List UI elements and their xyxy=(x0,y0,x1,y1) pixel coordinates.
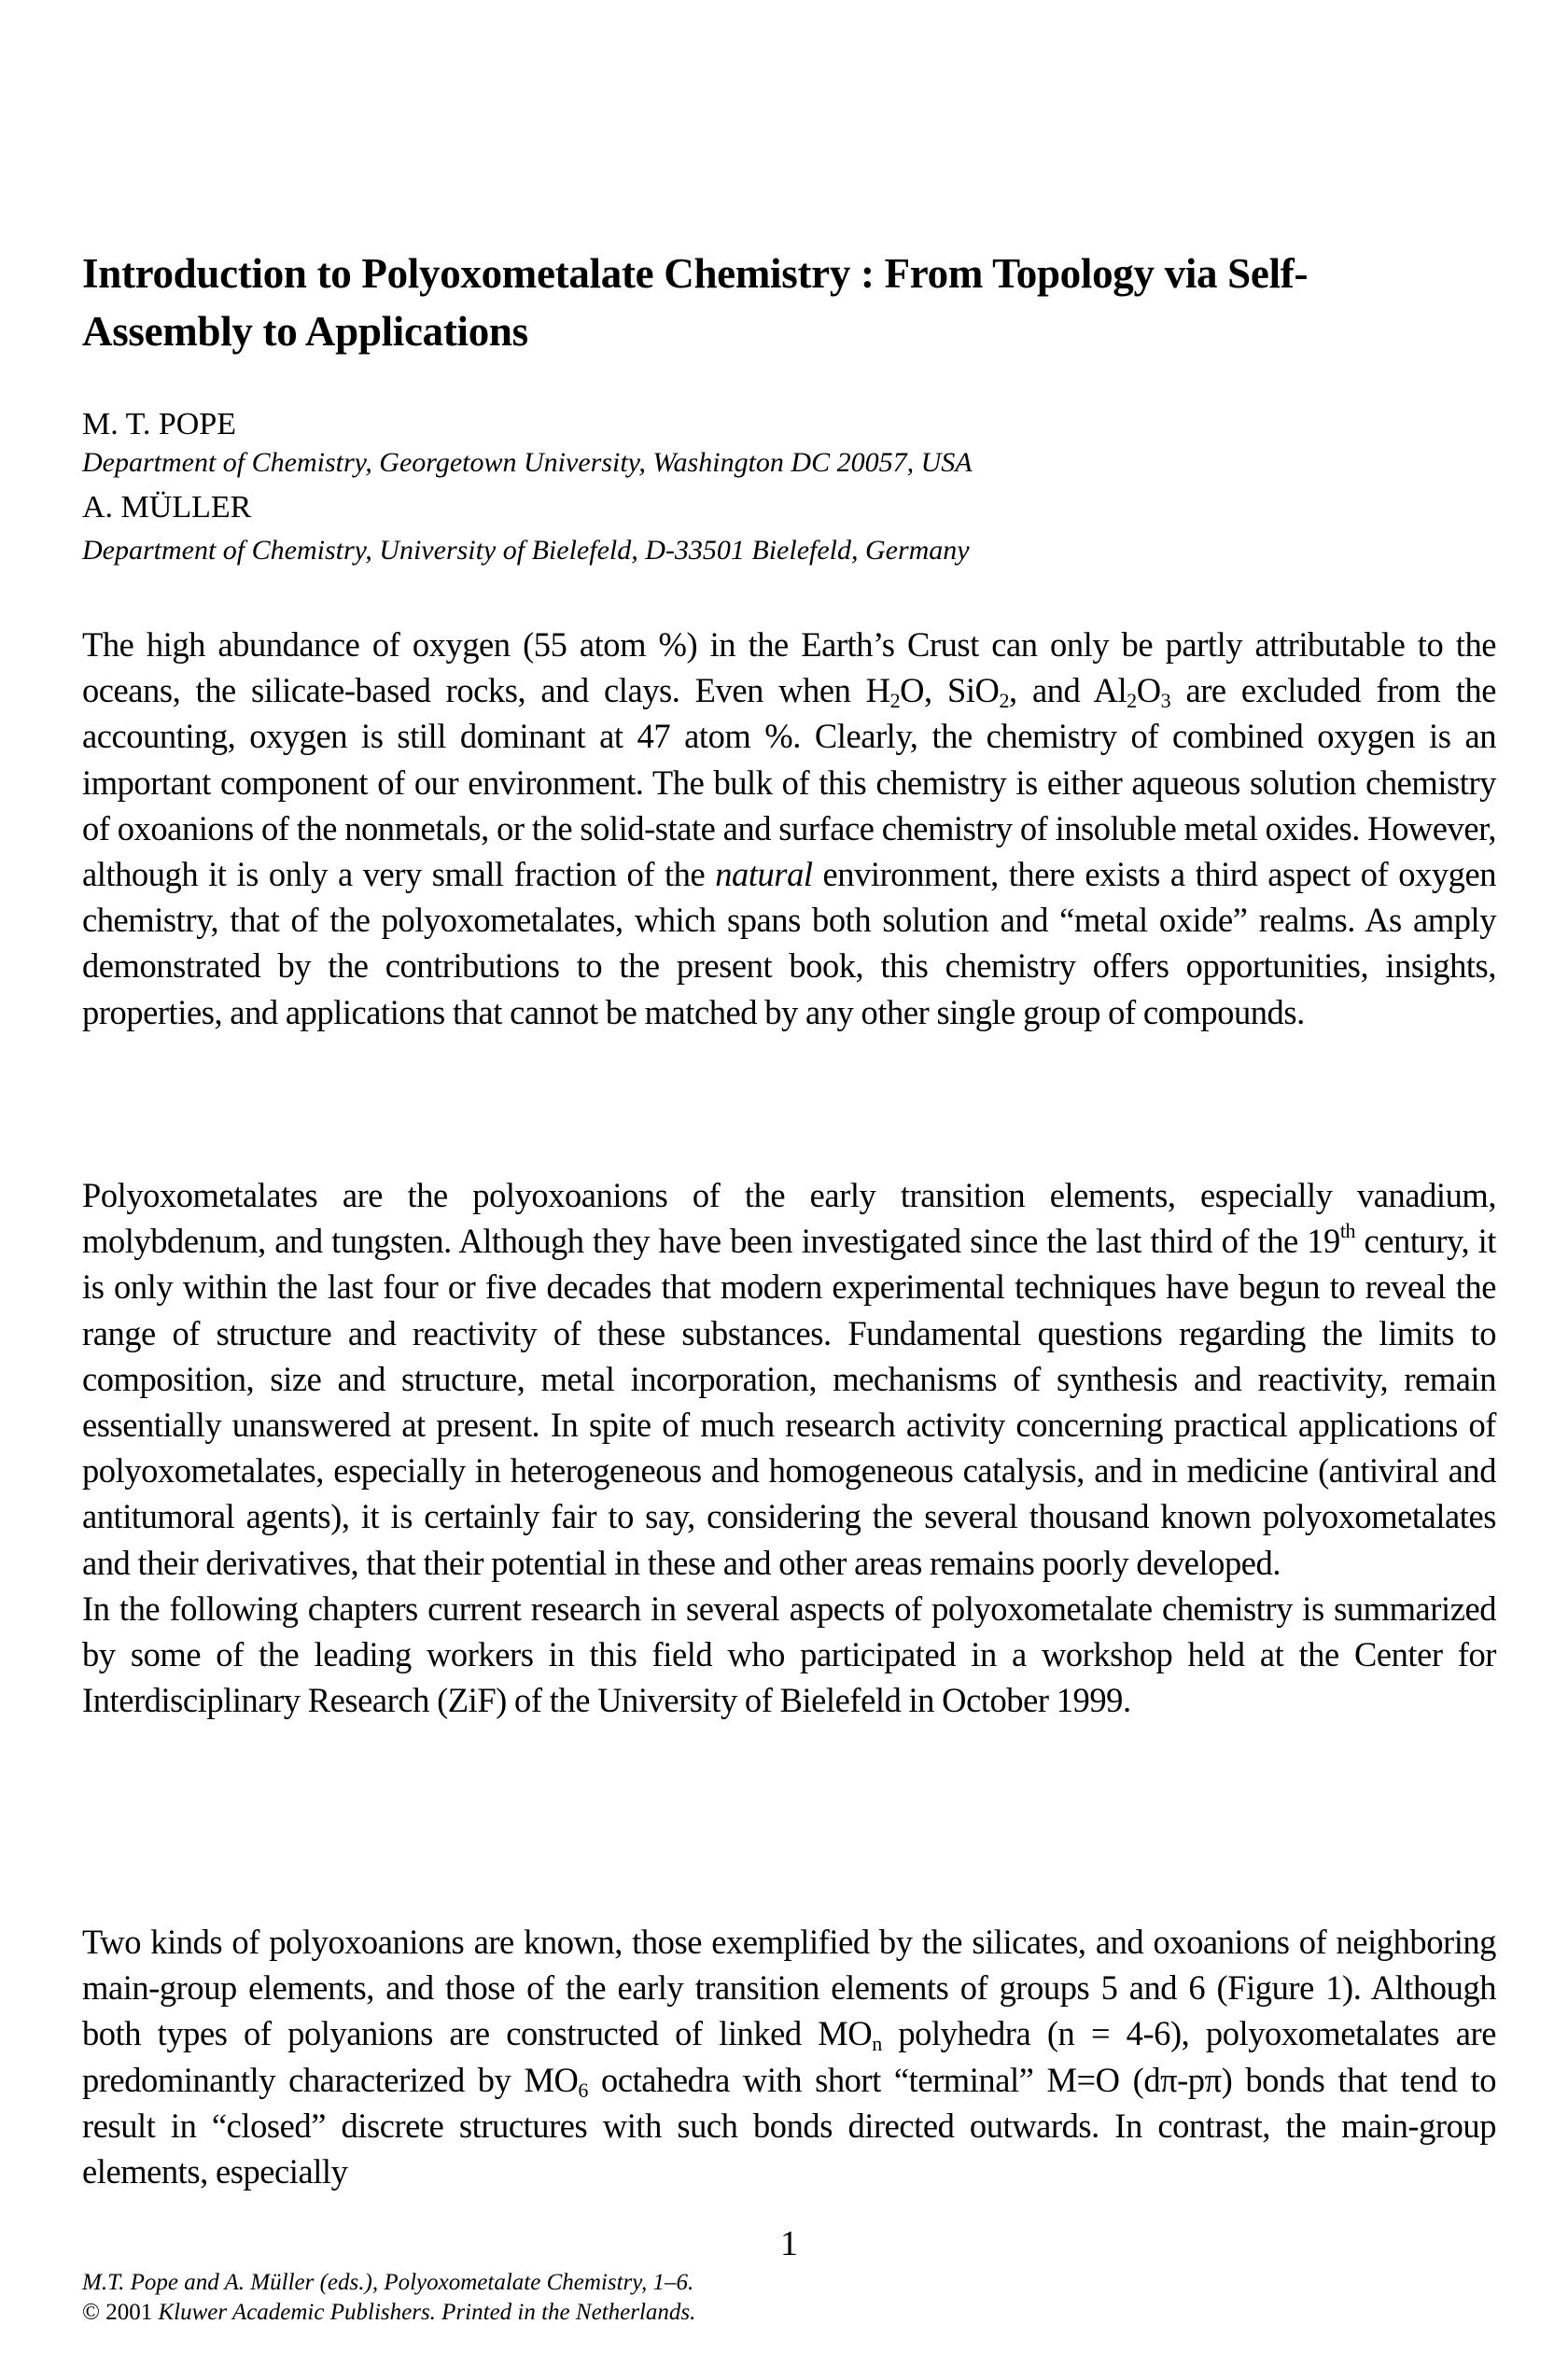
author-name: A. MÜLLER xyxy=(82,490,252,525)
paragraph-polyoxometalates xyxy=(82,1172,1496,1723)
text: are excluded from the accounting, oxygen is still dominant at 47 atom %. Clearly, the chemistry of combined oxygen is an important component of our environment. The bulk of this chemistry is either aqueous solution chemistry of oxoanions of the nonmetals, or the solid-state and surface chemistry of insoluble metal oxides. However, although it is only a very small fraction of the xyxy=(82,671,1496,894)
subscript: 2 xyxy=(999,689,1009,713)
superscript: th xyxy=(1339,1219,1356,1243)
text: polyhedra (n = 4-6), polyoxometalates are predominantly characterized by MO xyxy=(82,2014,1496,2099)
subscript: 6 xyxy=(578,2078,588,2102)
subscript: 2 xyxy=(1127,689,1137,713)
footer-line-1: M.T. Pope and A. Müller (eds.), Polyoxometalate Chemistry, 1–6. xyxy=(82,2270,694,2295)
title-line-2: Assembly to Applications xyxy=(82,308,528,355)
subscript: 2 xyxy=(889,689,901,713)
copyright-year: 2001 xyxy=(100,2300,159,2325)
text: Two kinds of polyoxoanions are known, those exemplified by the silicates, and oxoanions of neighboring main-group elements, and those of the early transition elements of groups 5 and 6 (Figure 1). Although both types of polyanions are constructed of linked MO xyxy=(82,1923,1496,2053)
paragraph-two-kinds xyxy=(82,1919,1496,2194)
text: O xyxy=(1136,671,1161,710)
page-number: 1 xyxy=(780,2224,798,2263)
emphasis-text: natural xyxy=(715,855,813,894)
subscript: 3 xyxy=(1160,689,1171,713)
text: The high abundance of oxygen (55 atom %) in the Earth’s Crust can only be partly attributable to the oceans, the silicate-based rocks, and clays. Even when H xyxy=(82,625,1496,710)
paragraph-intro xyxy=(82,622,1496,1035)
paragraph-workshop: In the following chapters current research in several aspects of polyoxometalate chemistry is summarized by some of the leading workers in this field who participated in a workshop held at the Center for Interdisciplinary Research (ZiF) of the University of Bielefeld in October 1999. xyxy=(82,1589,1496,1720)
text: O, SiO xyxy=(900,671,1000,710)
author-affiliation: Department of Chemistry, University of Bielefeld, D-33501 Bielefeld, Germany xyxy=(82,535,970,566)
publisher-text: Kluwer Academic Publishers. Printed in the Netherlands. xyxy=(158,2300,696,2325)
text: environment, there exists a third aspect of oxygen chemistry, that of the polyoxometalates, which spans both solution and “metal oxide” realms. As amply demonstrated by the contributions to the present book, this chemistry offers opportunities, insights, properties, and applications that cannot be matched by any other single group of compounds. xyxy=(82,855,1496,1031)
copyright-icon: © xyxy=(82,2300,100,2325)
author-affiliation: Department of Chemistry, Georgetown University, Washington DC 20057, USA xyxy=(82,447,973,478)
title-line-1: Introduction to Polyoxometalate Chemistry : From Topology via Self- xyxy=(82,250,1309,297)
subscript: n xyxy=(872,2032,882,2056)
footer-line-2 xyxy=(82,2298,695,2328)
paper-title xyxy=(82,245,1496,360)
footer-citation xyxy=(82,2268,695,2328)
author-name: M. T. POPE xyxy=(82,407,237,441)
text: century, it is only within the last four or five decades that modern experimental techniques have begun to reveal the range of structure and reactivity of these substances. Fundamental questions regarding the limits to composition, size and structure, metal incorporation, mechanisms of synthesis and reactivity, remain essentially unanswered at present. In spite of much research activity concerning practical applications of polyoxometalates, especially in heterogeneous and homogeneous catalysis, and in medicine (antiviral and antitumoral agents), it is certainly fair to say, considering the several thousand known polyoxometalates and their derivatives, that their potential in these and other areas remains poorly developed. xyxy=(82,1222,1496,1582)
text: Polyoxometalates are the polyoxoanions of the early transition elements, especially vanadium, molybdenum, and tungsten. Although they have been investigated since the last third of the 19 xyxy=(82,1176,1496,1261)
text: octahedra with short “terminal” M=O (dπ-pπ) bonds that tend to result in “closed” discrete structures with such bonds directed outwards. In contrast, the main-group elements, especially xyxy=(82,2060,1497,2191)
text: , and Al xyxy=(1009,671,1127,710)
